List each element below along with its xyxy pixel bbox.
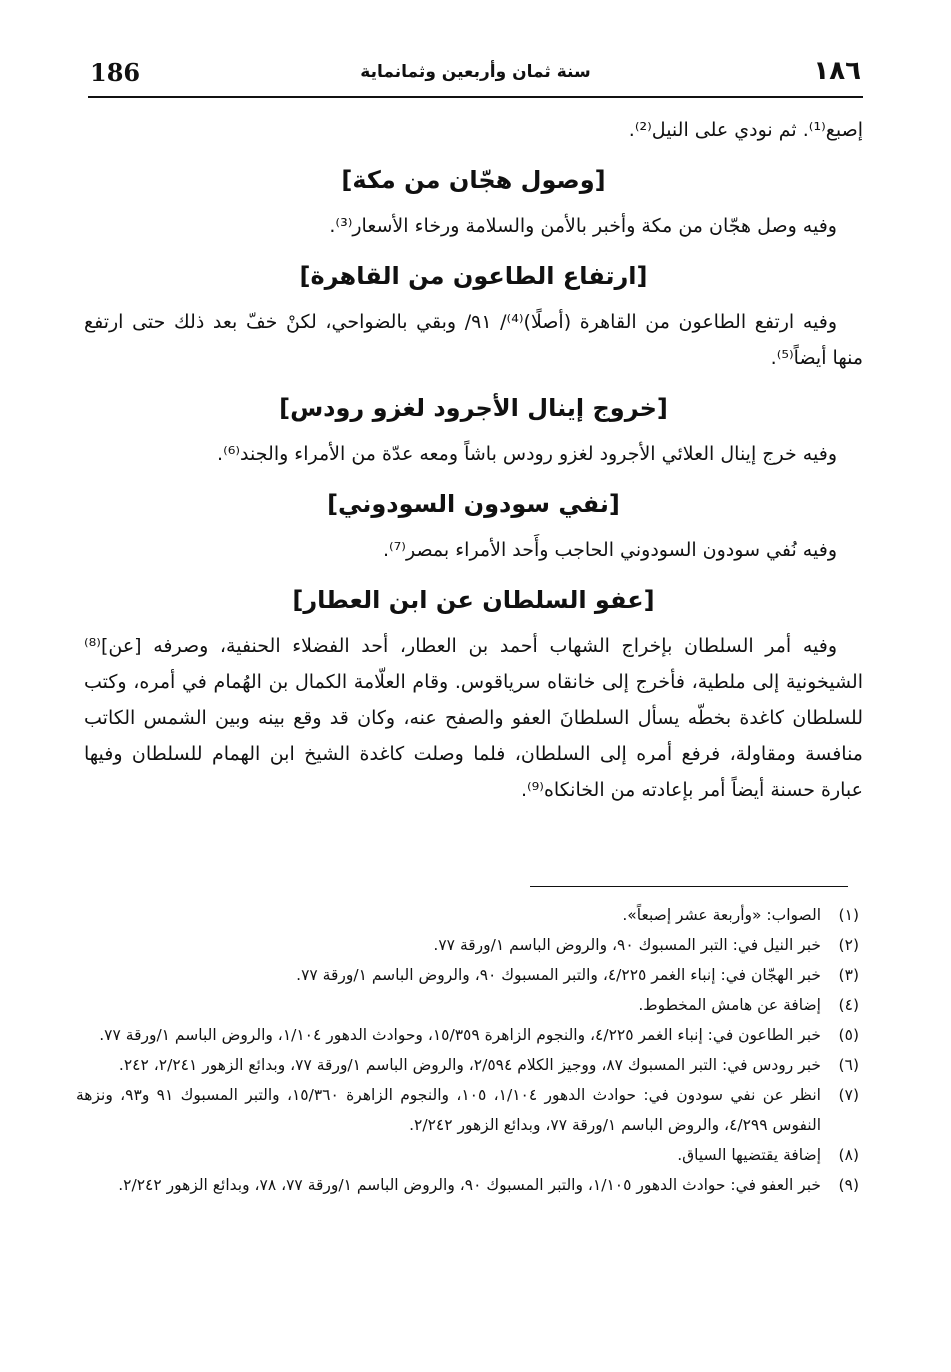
section-paragraph: وفيه ارتفع الطاعون من القاهرة (أصلًا)⁽⁴⁾/ ٩١/ وبقي بالضواحي، لكنْ خفّ بعد ذلك حتى ارتفع منها أيضاً⁽⁵⁾. [84,311,863,369]
footnote-number: (٢) [838,936,859,954]
footnote-text: خبر الطاعون في: إنباء الغمر ٤/٢٢٥، والنجوم الزاهرة ١٥/٣٥٩، وحوادث الدهور ١/١٠٤، والروض الباسم ١/ورقة ٧٧. [99,1026,821,1044]
footnote-text: خبر النيل في: التبر المسبوك ٩٠، والروض الباسم ١/ورقة ٧٧. [433,936,821,954]
footnote-number: (٩) [838,1176,859,1194]
section-heading: [عفو السلطان عن ابن العطار] [292,586,655,614]
footnote-text: إضافة عن هامش المخطوط. [638,996,821,1014]
footnote-text: الصواب: «وأربعة عشر إصبعاً». [622,906,821,924]
footnote-text: انظر عن نفي سودون في: حوادث الدهور ١/١٠٤، ١٠٥، والنجوم الزاهرة ١٥/٣٦٠، والتبر المسبوك ٩١ و٩٣، ونزهة النفوس ٤/٢٩٩، والروض الباسم ١/ورقة ٧٧، وبدائع الزهور ٢/٢٤٢. [76,1086,821,1134]
footnote-number: (٤) [838,996,859,1014]
footnote-number: (٥) [838,1026,859,1044]
footnote-text: خبر رودس في: التبر المسبوك ٨٧، ووجيز الكلام ٢/٥٩٤، والروض الباسم ١/ورقة ٧٧، وبدائع الزهور ٢/٢٤١، ٢٤٢. [118,1056,821,1074]
footnote [76,1050,859,1080]
section-paragraph: وفيه خرج إينال العلائي الأجرود لغزو رودس باشاً ومعه عدّة من الأمراء والجند⁽⁶⁾. [217,443,837,465]
footnote-number: (٣) [838,966,859,984]
section-heading: [خروج إينال الأجرود لغزو رودس] [279,394,668,422]
footnote-text: إضافة يقتضيها السياق. [677,1146,821,1164]
footnote-text: خبر العفو في: حوادث الدهور ١/١٠٥، والتبر المسبوك ٩٠، والروض الباسم ١/ورقة ٧٧، ٧٨، وبدائع الزهور ٢/٢٤٢. [118,1176,821,1194]
page-header [88,52,863,98]
section-paragraph: وفيه وصل هجّان من مكة وأخبر بالأمن والسلامة ورخاء الأسعار⁽³⁾. [329,215,837,237]
footnote [76,930,859,960]
footnote [76,1140,859,1170]
footnote-number: (٨) [838,1146,859,1164]
footnotes [76,900,859,1200]
section-paragraph: وفيه نُفي سودون السودوني الحاجب وأَحد الأمراء بمصر⁽⁷⁾. [382,539,837,561]
footnote [76,990,859,1020]
footnote-number: (٦) [838,1056,859,1074]
footnote [76,1020,859,1050]
footnote-number: (١) [838,906,859,924]
footnote-separator [530,886,848,887]
page-number-latin: 186 [90,58,141,87]
section-paragraph: وفيه أمر السلطان بإخراج الشهاب أحمد بن العطار، أحد الفضلاء الحنفية، وصرفه [عن]⁽⁸⁾ الشيخونية إلى ملطية، فأخرج إلى خانقاه سرياقوس. وقام العلّامة الكمال بن الهُمام في أمره، وكتب للسلطان كاغدة بخطّه يسأل السلطانَ العفو والصفح عنه، وكان قد وقع بينه وبين الشمس الكاتب منافسة ومقاولة، فرفع أمره إلى السلطان، فلما وصلت كاغدة الشيخ ابن الهمام للسلطان وفيها عبارة حسنة أيضاً أمر بإعادته من الخانكاه⁽⁹⁾. [84,635,863,801]
footnote [76,900,859,930]
main-text [84,112,863,808]
section-heading: [وصول هجّان من مكة] [341,166,606,194]
running-title: سنة ثمان وأربعين وثمانماية [360,62,591,82]
footnote-text: خبر الهجّان في: إنباء الغمر ٤/٢٢٥، والتبر المسبوك ٩٠، والروض الباسم ١/ورقة ٧٧. [296,966,821,984]
footnote [76,960,859,990]
section-heading: [ارتفاع الطاعون من القاهرة] [299,262,648,290]
intro-paragraph: إصبع⁽¹⁾. ثم نودي على النيل⁽²⁾. [628,119,863,141]
footnote [76,1080,859,1140]
page-number-arabic: ١٨٦ [813,56,861,86]
footnote-number: (٧) [838,1086,859,1104]
section-heading: [نفي سودون السودوني] [327,490,620,518]
footnote [76,1170,859,1200]
